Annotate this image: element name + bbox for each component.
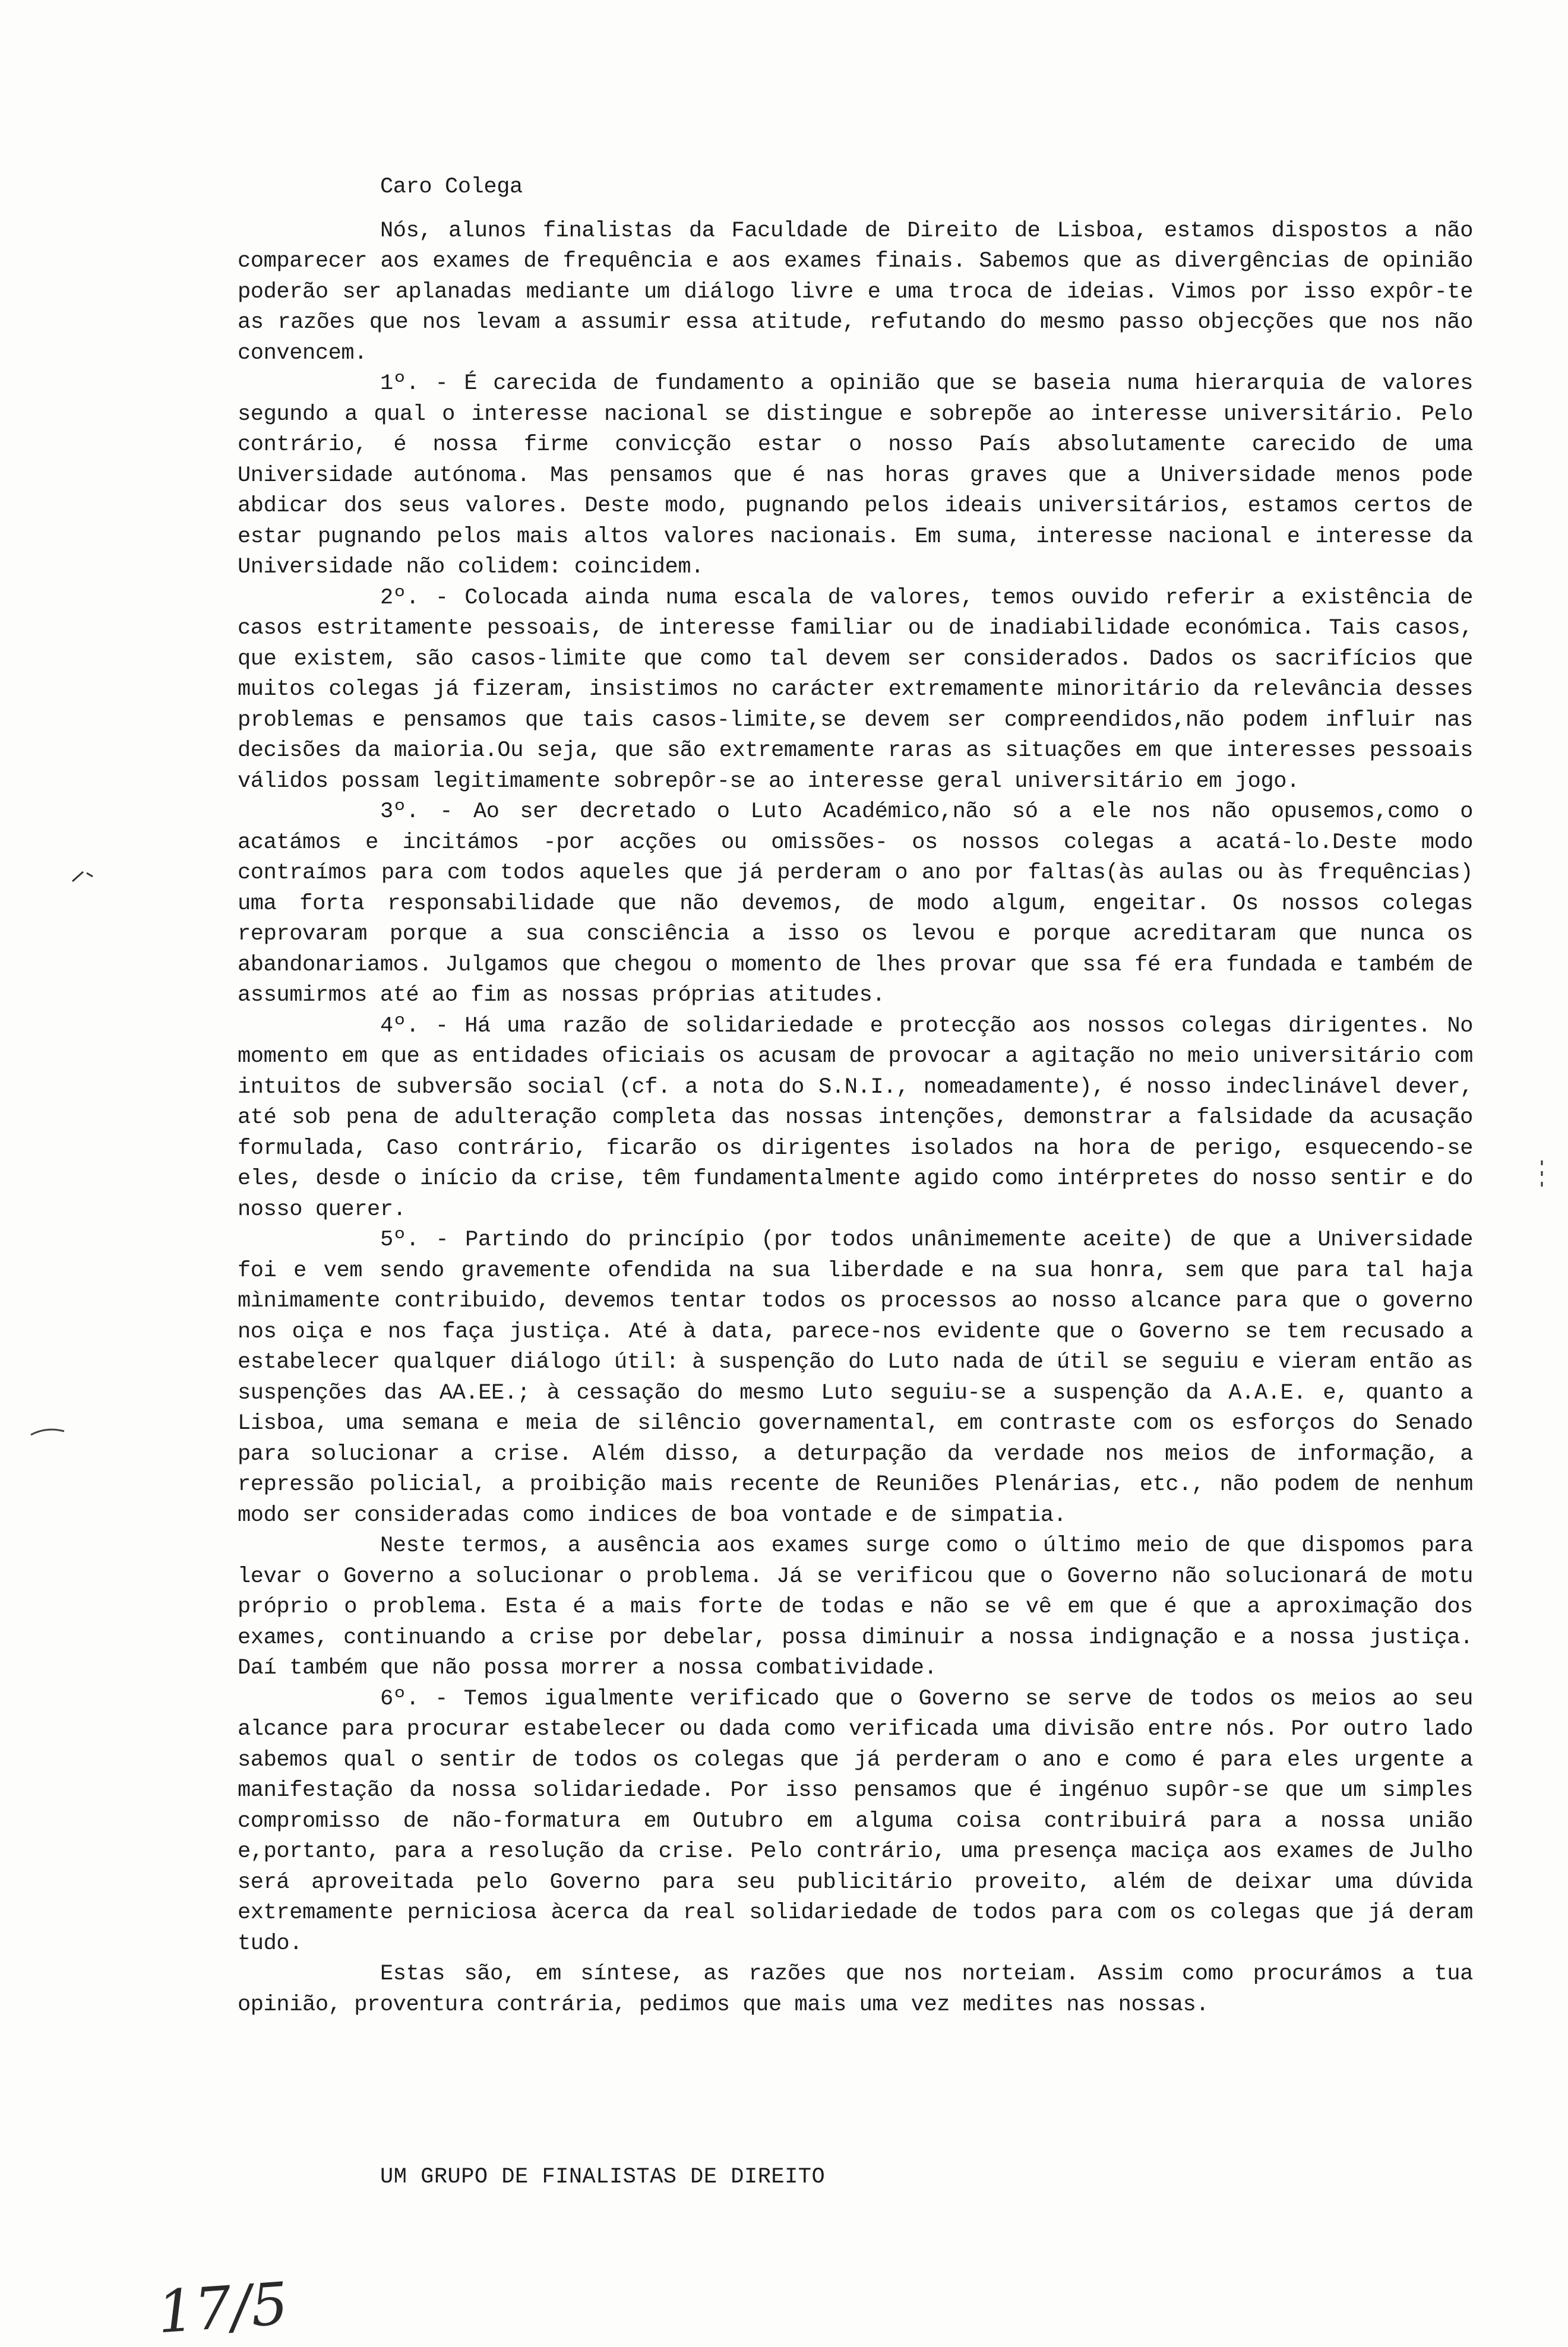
point-2-paragraph: 2º. - Colocada ainda numa escala de valores, temos ouvido referir a existência de casos estritamente pessoais, de interesse familiar ou de inadiabilidade económica. Tais casos, que existem, são casos-limite que como tal devem ser considerados. Dados os sacrifícios que muitos colegas já fizeram, insistimos no carácter extremamente minoritário da relevância desses problemas e pensamos que tais casos-limite,se devem ser compreendidos,não podem influir nas decisões da maioria.Ou seja, que são extremamente raras as situações em que interesses pessoais válidos possam legitimamente sobrepôr-se ao interesse geral universitário em jogo. — [238, 585, 1473, 794]
conclusion-5-paragraph: Neste termos, a ausência aos exames surge como o último meio de que dispomos para levar o Governo a solucionar o problema. Já se verificou que o Governo não solucionará de motu próprio o problema. Esta é a mais forte de todas e não se vê em que é que a aproximação dos exames, continuando a crise por debelar, possa diminuir a nossa indignação e a nossa justiça. Daí também que não possa morrer a nossa combatividade. — [238, 1533, 1473, 1681]
point-5-paragraph: 5º. - Partindo do princípio (por todos unânimemente aceite) de que a Universidade foi e vem sendo gravemente ofendida na sua liberdade e na sua honra, sem que para tal haja mìnimamente contribuido, devemos tentar todos os processos ao nosso alcance para que o governo nos oiça e nos faça justiça. Até à data, parece-nos evidente que o Governo se tem recusado a estabelecer qualquer diálogo útil: à suspenção do Luto nada de útil se seguiu e vieram então as suspenções das AA.EE.; à cessação do mesmo Luto seguiu-se a suspenção da A.A.E. e, quanto a Lisboa, uma semana e meia de silêncio governamental, em contraste com os esforços do Senado para solucionar a crise. Além disso, a deturpação da verdade nos meios de informação, a repressão policial, a proibição mais recente de Reuniões Plenárias, etc., não podem de nenhum modo ser consideradas como indices de boa vontade e de simpatia. — [238, 1228, 1473, 1528]
intro-paragraph: Nós, alunos finalistas da Faculdade de Direito de Lisboa, estamos dispostos a não comparecer aos exames de frequência e aos exames finais. Sabemos que as divergências de opinião poderão ser aplanadas mediante um diálogo livre e uma troca de ideias. Vimos por isso expôr-te as razões que nos levam a assumir essa atitude, refutando do mesmo passo objecções que nos não convencem. — [238, 218, 1473, 366]
signature-line: UM GRUPO DE FINALISTAS DE DIREITO — [380, 2165, 826, 2190]
closing-paragraph: Estas são, em síntese, as razões que nos norteiam. Assim como procurámos a tua opinião, proventura contrária, pedimos que mais uma vez medites nas nossas. — [238, 1962, 1473, 2017]
margin-mark-1 — [70, 867, 100, 885]
margin-mark-2 — [29, 1424, 70, 1442]
point-3-paragraph: 3º. - Ao ser decretado o Luto Académico,não só a ele nos não opusemos,como o acatámos e incitámos -por acções ou omissões- os nossos colegas a acatá-lo.Deste modo contraímos para com todos aqueles que já perderam o ano por faltas(às aulas ou às frequências) uma forta responsabilidade que não devemos, de modo algum, engeitar. Os nossos colegas reprovaram porque a sua consciência a isso os levou e porque acreditaram que nunca os abandonariamos. Julgamos que chegou o momento de lhes provar que ssa fé era fundada e também de assumirmos até ao fim as nossas próprias atitudes. — [238, 799, 1473, 1008]
point-4-paragraph: 4º. - Há uma razão de solidariedade e protecção aos nossos colegas dirigentes. No momento em que as entidades oficiais os acusam de provocar a agitação no meio universitário com intuitos de subversão social (cf. a nota do S.N.I., nomeadamente), é nosso indeclinável dever, até sob pena de adulteração completa das nossas intenções, demonstrar a falsidade da acusação formulada, Caso contrário, ficarão os dirigentes isolados na hora de perigo, esquecendo-se eles, desde o início da crise, têm fundamentalmente agido como intérpretes do nosso sentir e do nosso querer. — [238, 1013, 1473, 1222]
point-6-paragraph: 6º. - Temos igualmente verificado que o Governo se serve de todos os meios ao seu alcance para procurar estabelecer ou dada como verificada uma divisão entre nós. Por outro lado sabemos qual o sentir de todos os colegas que já perderam o ano e como é para eles urgente a manifestação da nossa solidariedade. Por isso pensamos que é ingénuo supôr-se que um simples compromisso de não-formatura em Outubro em alguma coisa contribuirá para a nossa união e,portanto, para a resolução da crise. Pelo contrário, uma presença maciça aos exames de Julho será aproveitada pelo Governo para seu publicitário proveito, além de deixar uma dúvida extremamente perniciosa àcerca da real solidariedade de todos para com os colegas que já deram tudo. — [238, 1686, 1473, 1956]
letter-body — [238, 172, 1473, 2020]
point-1-paragraph: 1º. - É carecida de fundamento a opinião que se baseia numa hierarquia de valores segundo a qual o interesse nacional se distingue e sobrepõe ao interesse universitário. Pelo contrário, é nossa firme convicção estar o nosso País absolutamente carecido de uma Universidade autónoma. Mas pensamos que é nas horas graves que a Universidade menos pode abdicar dos seus valores. Deste modo, pugnando pelos ideais universitários, estamos certos de estar pugnando pelos mais altos valores nacionais. Em suma, interesse nacional e interesse da Universidade não colidem: coincidem. — [238, 371, 1473, 580]
salutation: Caro Colega — [380, 175, 523, 200]
margin-mark-3 — [1536, 1158, 1548, 1194]
handwritten-note: 17/5 — [155, 2270, 290, 2347]
